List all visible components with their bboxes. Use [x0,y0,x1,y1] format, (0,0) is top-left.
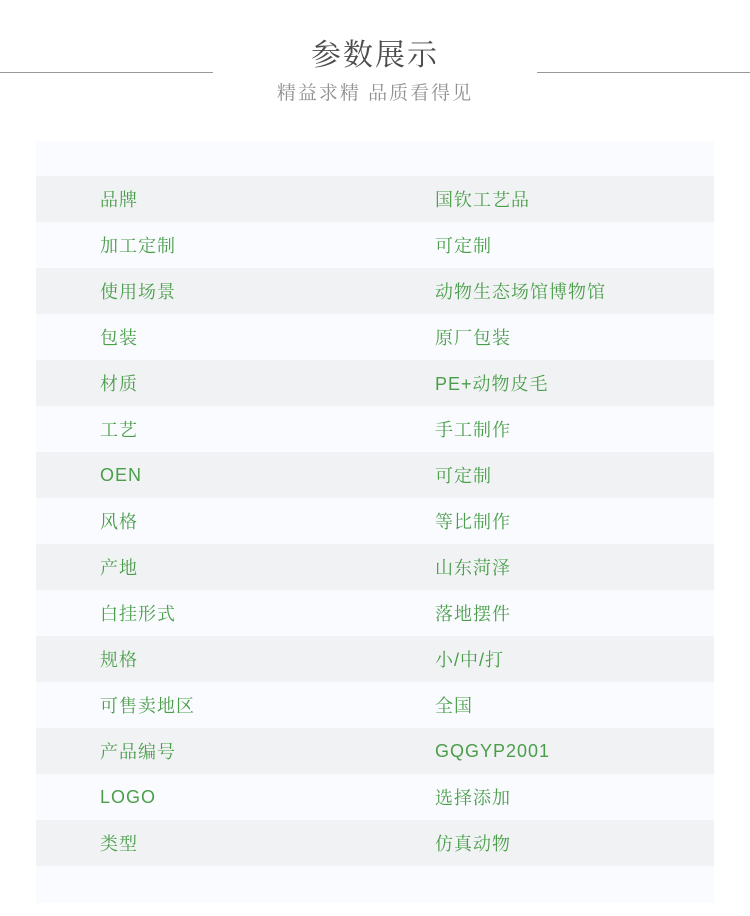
spec-label: 风格 [100,512,138,532]
spec-label: 类型 [100,834,138,854]
spec-label: 工艺 [100,420,138,440]
spec-row [36,774,714,820]
spec-label: 规格 [100,650,138,670]
spec-row [36,636,714,682]
spec-row [36,268,714,314]
spec-label: 加工定制 [100,236,176,256]
spec-row [36,452,714,498]
spec-label: LOGO [100,786,157,807]
spec-row [36,498,714,544]
spec-row [36,406,714,452]
spec-label: 白挂形式 [100,604,176,624]
spec-row [36,176,714,222]
spec-value: 可定制 [435,236,492,256]
spec-value: 全国 [435,696,473,716]
spec-value: 手工制作 [435,420,511,440]
spec-value: 原厂包装 [435,328,511,348]
spec-label: 可售卖地区 [100,696,195,716]
spec-row [36,728,714,774]
spec-table [36,141,714,903]
spec-row [36,360,714,406]
spec-row [36,820,714,866]
page-title: 参数展示 [311,39,439,72]
spec-value: 等比制作 [435,512,511,532]
spec-label: OEN [100,464,143,485]
spec-value: 国钦工艺品 [435,190,530,210]
spec-value: PE+动物皮毛 [435,374,549,394]
spec-label: 使用场景 [100,282,176,302]
spec-row [36,314,714,360]
spec-value: GQGYP2001 [435,740,551,761]
page-subtitle: 精益求精 品质看得见 [276,83,474,104]
section-header [0,0,750,141]
spec-value: 山东菏泽 [435,558,511,578]
spec-value: 可定制 [435,466,492,486]
spec-row [36,682,714,728]
spec-label: 品牌 [100,190,138,210]
spec-label: 产品编号 [100,742,176,762]
spec-value: 落地摆件 [435,604,511,624]
spec-value: 仿真动物 [435,834,511,854]
spec-row [36,590,714,636]
spec-row [36,544,714,590]
spec-row [36,222,714,268]
spec-value: 小/中/打 [435,650,505,670]
spec-value: 选择添加 [435,788,511,808]
spec-label: 产地 [100,558,138,578]
spec-label: 材质 [100,374,138,394]
spec-label: 包装 [100,328,138,348]
spec-value: 动物生态场馆博物馆 [435,282,606,302]
